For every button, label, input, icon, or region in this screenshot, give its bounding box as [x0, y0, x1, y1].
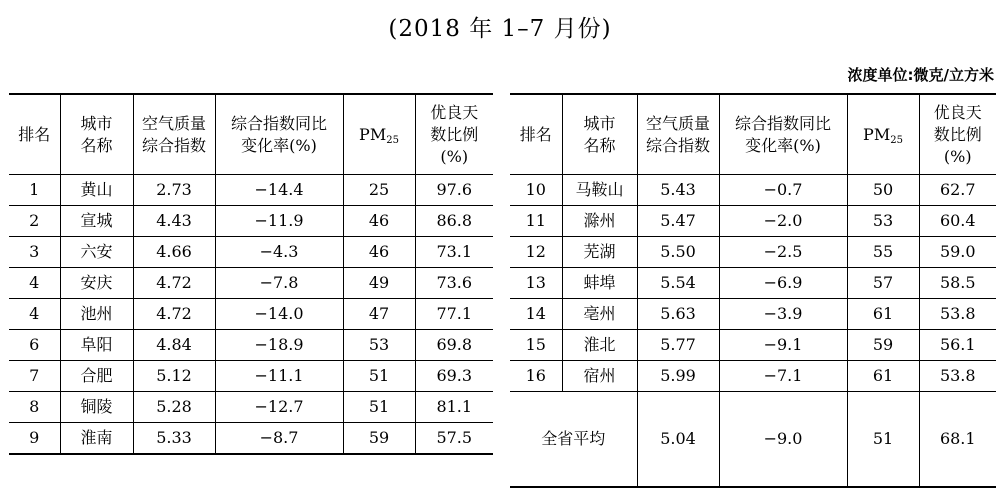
good-ratio-cell: 53.8: [919, 299, 996, 330]
ranking-table-left: [9, 93, 493, 455]
table-row: [510, 361, 996, 392]
good-ratio-cell: 73.6: [415, 268, 493, 299]
aqi-cell: 4.72: [133, 299, 215, 330]
good-ratio-cell: 69.8: [415, 330, 493, 361]
good-ratio-cell: 59.0: [919, 237, 996, 268]
good-ratio-cell: 77.1: [415, 299, 493, 330]
pm25-cell: 49: [343, 268, 415, 299]
good-ratio-cell: 58.5: [919, 268, 996, 299]
rank-cell: 2: [9, 206, 60, 237]
pm25-cell: 50: [847, 175, 919, 206]
good-ratio-cell: 68.1: [919, 392, 996, 488]
aqi-cell: 5.50: [637, 237, 719, 268]
change-cell: −11.1: [215, 361, 343, 392]
change-cell: −9.1: [719, 330, 847, 361]
table-row: [510, 330, 996, 361]
table-row: [9, 175, 493, 206]
rank-cell: 3: [9, 237, 60, 268]
header-row: [510, 94, 996, 175]
aqi-cell: 5.33: [133, 423, 215, 455]
city-cell: 淮北: [562, 330, 637, 361]
good-ratio-cell: 57.5: [415, 423, 493, 455]
change-cell: −8.7: [215, 423, 343, 455]
table-row: [9, 206, 493, 237]
rank-cell: 7: [9, 361, 60, 392]
city-cell: 铜陵: [60, 392, 133, 423]
change-cell: −6.9: [719, 268, 847, 299]
city-cell: 宿州: [562, 361, 637, 392]
change-cell: −3.9: [719, 299, 847, 330]
good-ratio-cell: 81.1: [415, 392, 493, 423]
average-row: [510, 392, 996, 488]
change-cell: −18.9: [215, 330, 343, 361]
aqi-cell: 5.77: [637, 330, 719, 361]
pm25-cell: 57: [847, 268, 919, 299]
header-pm25: $PM_{25}$: [343, 94, 415, 175]
header-pm25: $PM_{25}$: [847, 94, 919, 175]
aqi-cell: 5.99: [637, 361, 719, 392]
rank-cell: 12: [510, 237, 562, 268]
good-ratio-cell: 62.7: [919, 175, 996, 206]
good-ratio-cell: 86.8: [415, 206, 493, 237]
city-cell: 芜湖: [562, 237, 637, 268]
table-row: [510, 206, 996, 237]
rank-cell: 16: [510, 361, 562, 392]
rank-cell: 10: [510, 175, 562, 206]
pm25-cell: 46: [343, 206, 415, 237]
header-city: 城市 名称: [60, 94, 133, 175]
city-cell: 阜阳: [60, 330, 133, 361]
header-aqi: 空气质量 综合指数: [637, 94, 719, 175]
good-ratio-cell: 69.3: [415, 361, 493, 392]
good-ratio-cell: 56.1: [919, 330, 996, 361]
table-row: [510, 299, 996, 330]
city-cell: 亳州: [562, 299, 637, 330]
header-rank: 排名: [510, 94, 562, 175]
aqi-cell: 5.54: [637, 268, 719, 299]
aqi-cell: 5.28: [133, 392, 215, 423]
aqi-cell: 4.43: [133, 206, 215, 237]
rank-cell: 13: [510, 268, 562, 299]
pm25-cell: 59: [343, 423, 415, 455]
aqi-cell: 5.04: [637, 392, 719, 488]
rank-cell: 4: [9, 268, 60, 299]
city-cell: 滁州: [562, 206, 637, 237]
change-cell: −14.4: [215, 175, 343, 206]
aqi-cell: 4.72: [133, 268, 215, 299]
table-row: [9, 237, 493, 268]
rank-cell: 8: [9, 392, 60, 423]
page-title: (2018 年 1–7 月份): [388, 16, 612, 42]
aqi-cell: 5.43: [637, 175, 719, 206]
header-rank: 排名: [9, 94, 60, 175]
aqi-cell: 5.63: [637, 299, 719, 330]
pm25-cell: 53: [847, 206, 919, 237]
header-city: 城市 名称: [562, 94, 637, 175]
pm25-cell: 51: [343, 392, 415, 423]
table-row: [510, 175, 996, 206]
city-cell: 安庆: [60, 268, 133, 299]
change-cell: −4.3: [215, 237, 343, 268]
header-row: [9, 94, 493, 175]
pm25-cell: 59: [847, 330, 919, 361]
city-cell: 合肥: [60, 361, 133, 392]
header-change: 综合指数同比 变化率(%): [719, 94, 847, 175]
aqi-cell: 4.84: [133, 330, 215, 361]
change-cell: −2.0: [719, 206, 847, 237]
change-cell: −14.0: [215, 299, 343, 330]
aqi-cell: 5.47: [637, 206, 719, 237]
average-label: 全省平均: [510, 392, 637, 488]
header-good-ratio: 优良天 数比例 (%): [919, 94, 996, 175]
pm25-cell: 25: [343, 175, 415, 206]
change-cell: −11.9: [215, 206, 343, 237]
unit-note: 浓度单位:微克/立方米: [847, 66, 994, 84]
rank-cell: 6: [9, 330, 60, 361]
table-row: [9, 299, 493, 330]
city-cell: 黄山: [60, 175, 133, 206]
table-row: [510, 268, 996, 299]
aqi-cell: 2.73: [133, 175, 215, 206]
change-cell: −9.0: [719, 392, 847, 488]
change-cell: −2.5: [719, 237, 847, 268]
pm25-cell: 61: [847, 361, 919, 392]
table-row: [9, 423, 493, 455]
city-cell: 淮南: [60, 423, 133, 455]
good-ratio-cell: 60.4: [919, 206, 996, 237]
aqi-cell: 5.12: [133, 361, 215, 392]
rank-cell: 9: [9, 423, 60, 455]
table-row: [9, 361, 493, 392]
header-aqi: 空气质量 综合指数: [133, 94, 215, 175]
rank-cell: 15: [510, 330, 562, 361]
pm25-cell: 51: [847, 392, 919, 488]
header-good-ratio: 优良天 数比例 (%): [415, 94, 493, 175]
header-change: 综合指数同比 变化率(%): [215, 94, 343, 175]
pm25-cell: 55: [847, 237, 919, 268]
rank-cell: 14: [510, 299, 562, 330]
pm25-cell: 51: [343, 361, 415, 392]
good-ratio-cell: 53.8: [919, 361, 996, 392]
pm25-cell: 53: [343, 330, 415, 361]
change-cell: −7.1: [719, 361, 847, 392]
city-cell: 马鞍山: [562, 175, 637, 206]
ranking-table-right: [510, 93, 996, 488]
good-ratio-cell: 97.6: [415, 175, 493, 206]
table-row: [9, 392, 493, 423]
rank-cell: 1: [9, 175, 60, 206]
good-ratio-cell: 73.1: [415, 237, 493, 268]
city-cell: 蚌埠: [562, 268, 637, 299]
change-cell: −0.7: [719, 175, 847, 206]
change-cell: −12.7: [215, 392, 343, 423]
table-row: [9, 268, 493, 299]
pm25-cell: 47: [343, 299, 415, 330]
city-cell: 六安: [60, 237, 133, 268]
change-cell: −7.8: [215, 268, 343, 299]
table-row: [9, 330, 493, 361]
city-cell: 宣城: [60, 206, 133, 237]
aqi-cell: 4.66: [133, 237, 215, 268]
rank-cell: 11: [510, 206, 562, 237]
pm25-cell: 61: [847, 299, 919, 330]
pm25-cell: 46: [343, 237, 415, 268]
rank-cell: 4: [9, 299, 60, 330]
table-row: [510, 237, 996, 268]
city-cell: 池州: [60, 299, 133, 330]
